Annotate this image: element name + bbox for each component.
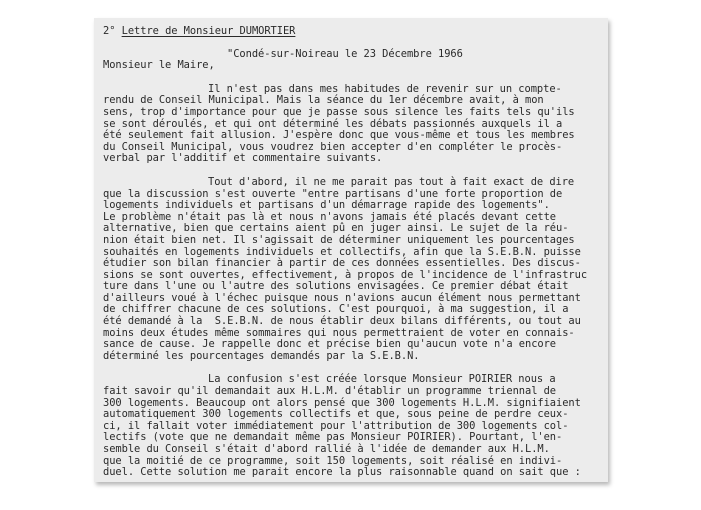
text-line: alternative, bien que certains aient pû en juger ainsi. Le sujet de la réu- — [103, 222, 569, 235]
salutation: Monsieur le Maire, — [103, 59, 215, 72]
paragraph-3 — [103, 374, 598, 478]
text-line: Il n'est pas dans mes habitudes de revenir sur un compte- — [208, 82, 562, 95]
text-line: Tout d'abord, il ne me parait pas tout à fait exact de dire — [208, 175, 575, 188]
text-line: souhaités en logements individuels et collectifs, afin que la S.E.B.N. puisse — [103, 245, 581, 258]
heading-number: 2° — [103, 25, 122, 37]
text-line: La confusion s'est créée lorsque Monsieur POIRIER nous a — [208, 373, 556, 386]
text-line: rendu de Conseil Municipal. Mais la séance du 1er décembre avait, à mon — [103, 94, 544, 107]
text-line: sens, trop d'importance pour que je passe sous silence les faits tels qu'ils — [103, 105, 575, 118]
paragraph-1 — [103, 84, 598, 165]
text-line: 300 logements. Beaucoup ont alors pensé que 300 logements H.L.M. signifiaient — [103, 396, 581, 409]
text-line: semble du Conseil s'était d'abord rallié à l'idée de demander aux H.L.M. — [103, 443, 550, 455]
text-line: de chiffrer chacune de ces solutions. C'est pourquoi, à ma suggestion, il a — [103, 303, 569, 316]
text-line: lectifs (vote que ne demandait même pas Monsieur POIRIER). Pourtant, l'en- — [103, 431, 563, 444]
letter-heading — [103, 26, 598, 38]
text-line: ci, il fallait voter immédiatement pour l'attribution de 300 logements col- — [103, 419, 569, 432]
text-line: été demandé à la S.E.B.N. de nous établir deux bilans différents, ou tout au — [103, 315, 581, 328]
text-line: été seulement fait allusion. J'espère donc que vous-même et tous les membres — [103, 129, 575, 142]
text-line: automatiquement 300 logements collectifs et que, sous peine de perdre ceux- — [103, 408, 569, 421]
text-line: verbal par l'additif et commentaire suivants. — [103, 152, 383, 165]
text-line: sance de cause. Je rappelle donc et précise bien qu'aucun vote n'a encore — [103, 338, 557, 351]
text-line: logements individuels et partisans d'un démarrage rapide des logements". — [103, 199, 550, 212]
text-line: que la discussion s'est ouverte "entre partisans d'une forte proportion de — [103, 187, 563, 200]
text-line: que la moitié de ce programme, soit 150 logements, soit réalisé en indivi- — [103, 454, 563, 467]
text-line: ture dans l'une ou l'autre des solutions envisagées. Ce premier débat était — [103, 280, 569, 293]
scanned-letter-page — [94, 18, 608, 482]
text-line: nion était bien net. Il s'agissait de déterminer uniquement les pourcentages — [103, 233, 575, 246]
text-line: fait savoir qu'il demandait aux H.L.M. d'établir un programme triennal de — [103, 385, 557, 398]
paragraph-2 — [103, 177, 598, 363]
text-line: se sont déroulés, et qui ont déterminé les débats passionnés auxquels il a — [103, 117, 563, 130]
text-line: Le problème n'était pas là et nous n'avons jamais été placés devant cette — [103, 210, 557, 223]
dateline: "Condé-sur-Noireau le 23 Décembre 1966 — [227, 47, 463, 60]
text-line: sions se sont ouvertes, effectivement, à propos de l'incidence de l'infrastruc — [103, 268, 588, 281]
text-line: d'ailleurs voué à l'échec puisque nous n'avions aucun élément nous permettant — [103, 291, 581, 304]
text-line: du Conseil Municipal, vous voudrez bien accepter d'en compléter le procès- — [103, 140, 563, 153]
heading-title: Lettre de Monsieur DUMORTIER — [121, 25, 296, 37]
text-line: moins deux études même sommaires qui nous permettraient de voter en connais- — [103, 326, 575, 339]
text-line: duel. Cette solution me parait encore la plus raisonnable quand on sait que : — [103, 466, 581, 479]
text-line: déterminé les pourcentages demandés par la S.E.B.N. — [103, 349, 420, 362]
text-line: étudier son bilan financier à partir de ces données essentielles. Des discus- — [103, 257, 581, 270]
